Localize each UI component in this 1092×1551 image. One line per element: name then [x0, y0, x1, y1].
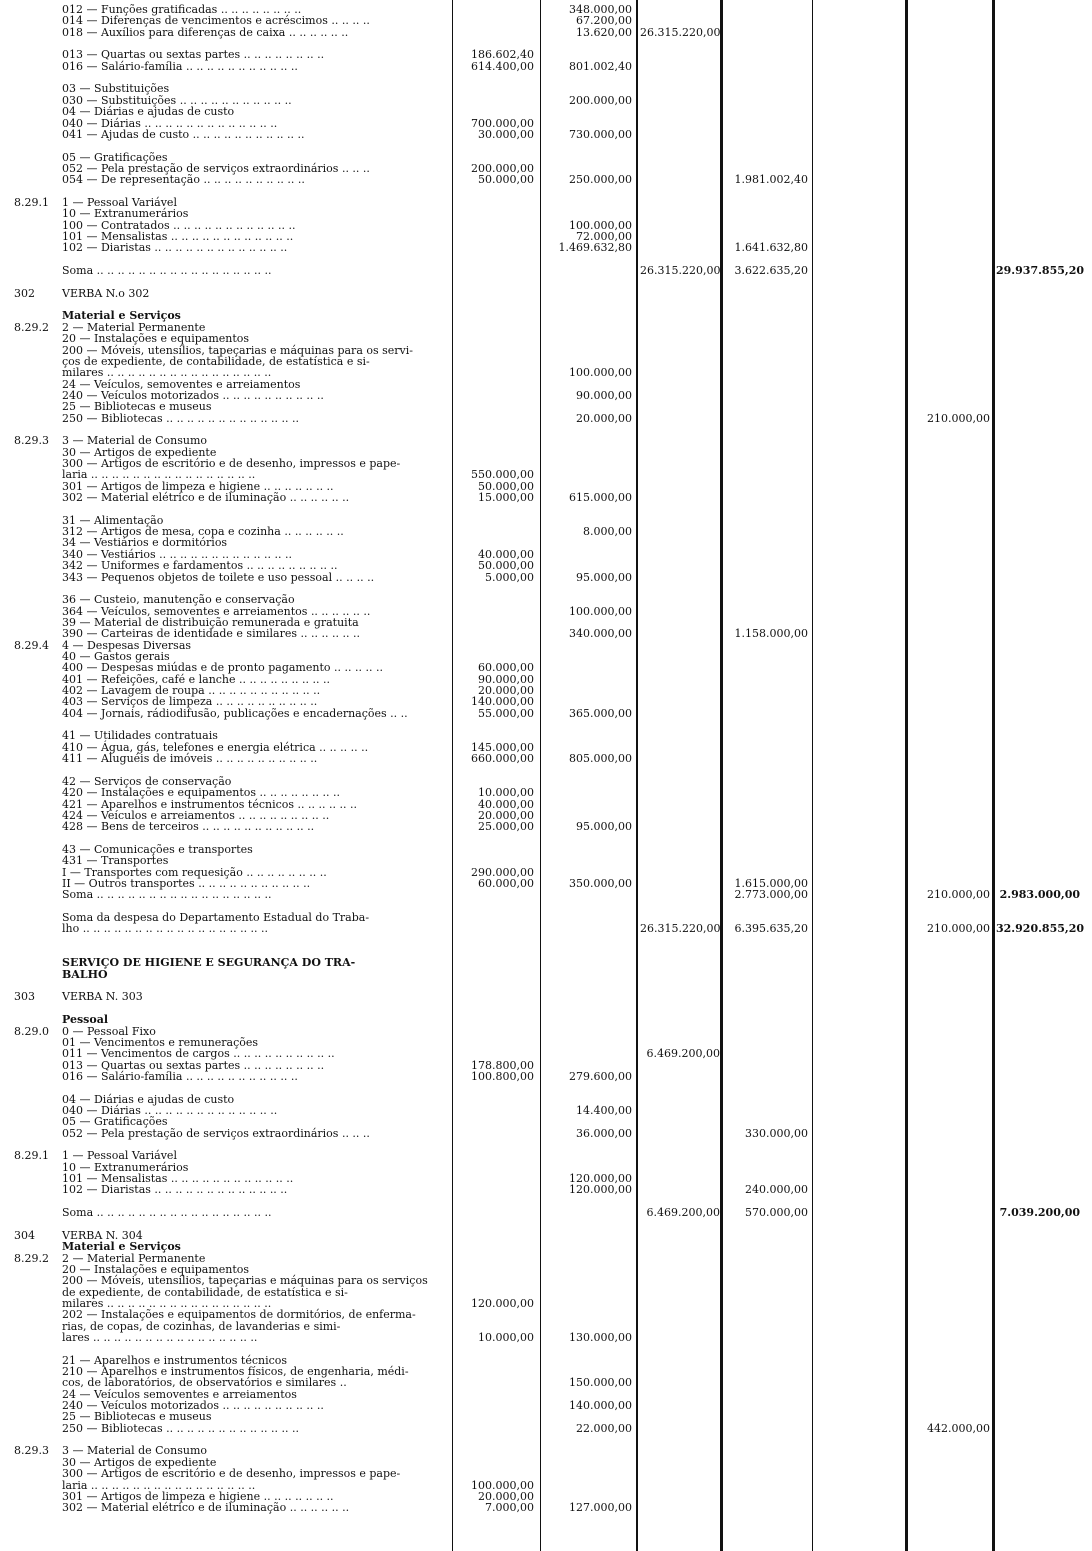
- row-description: VERBA N. 303: [62, 990, 143, 1004]
- row-description: 200 — Móveis, utensílios, tapeçarias e máquinas para os servi-: [62, 343, 414, 357]
- row-code: 8.29.2: [14, 320, 49, 334]
- row-description: lares .. .. .. .. .. .. .. .. .. .. .. .. .. .. .. ..: [62, 1330, 258, 1344]
- row-description: 052 — Pela prestação de serviços extraordinários .. .. ..: [62, 1126, 370, 1140]
- amount-c3: 26.315.220,00: [640, 25, 721, 39]
- amount-c1: 614.400,00: [471, 59, 534, 73]
- row-description: 1 — Pessoal Variável: [62, 195, 177, 209]
- row-description: 101 — Mensalistas .. .. .. .. .. .. .. .. .. .. .. ..: [62, 1172, 294, 1186]
- row-description: 431 — Transportes: [62, 854, 169, 868]
- amount-c2: 140.000,00: [569, 1399, 632, 1413]
- table-row: [0, 129, 1092, 141]
- amount-c1: 178.800,00: [471, 1058, 534, 1072]
- row-description: 24 — Veículos, semoventes e arreiamentos: [62, 377, 301, 391]
- table-row: [0, 572, 1092, 584]
- table-row: [0, 991, 1092, 1003]
- row-description: milares .. .. .. .. .. .. .. .. .. .. .. .. .. .. .. ..: [62, 1296, 272, 1310]
- row-description: 10 — Extranumerários: [62, 207, 189, 221]
- row-code: 302: [14, 286, 35, 300]
- table-row: [0, 889, 1092, 901]
- row-description: rias, de copas, de cozinhas, de lavanderias e simi-: [62, 1319, 341, 1333]
- row-description: 390 — Carteiras de identidade e similares .. .. .. .. .. ..: [62, 627, 360, 641]
- row-description: Soma .. .. .. .. .. .. .. .. .. .. .. .. .. .. .. .. ..: [62, 264, 272, 278]
- row-description: 102 — Diaristas .. .. .. .. .. .. .. .. .. .. .. .. ..: [62, 1183, 288, 1197]
- row-description: 2 — Material Permanente: [62, 1251, 206, 1265]
- amount-c2: 615.000,00: [569, 491, 632, 505]
- amount-c6: 442.000,00: [927, 1421, 990, 1435]
- row-description: II — Outros transportes .. .. .. .. .. .. .. .. .. .. ..: [62, 876, 311, 890]
- amount-c4: 2.773.000,00: [734, 888, 808, 902]
- row-description: 012 — Funções gratificadas .. .. .. .. .. .. .. ..: [62, 3, 302, 16]
- row-description: 102 — Diaristas .. .. .. .. .. .. .. .. .. .. .. .. ..: [62, 241, 288, 255]
- amount-c1: 15.000,00: [478, 491, 534, 505]
- table-row: [0, 980, 1092, 992]
- amount-c1: 60.000,00: [478, 876, 534, 890]
- amount-c2: 801.002,40: [569, 59, 632, 73]
- amount-c2: 730.000,00: [569, 127, 632, 141]
- table-row: [0, 1184, 1092, 1196]
- table-row: [0, 413, 1092, 425]
- amount-c2: 13.620,00: [576, 25, 632, 39]
- row-description: VERBA N. 304: [62, 1228, 143, 1242]
- amount-c2: 95.000,00: [576, 820, 632, 834]
- amount-c1: 55.000,00: [478, 706, 534, 720]
- row-description: 40 — Gastos gerais: [62, 649, 170, 663]
- row-description: 42 — Serviços de conservação: [62, 774, 232, 788]
- row-description: 210 — Aparelhos e instrumentos físicos, de engenharia, médi-: [62, 1365, 409, 1378]
- amount-c2: 1.469.632,80: [558, 241, 632, 255]
- amount-c4: 3.622.635,20: [734, 264, 808, 278]
- amount-c1: 40.000,00: [478, 547, 534, 561]
- amount-c1: 140.000,00: [471, 695, 534, 709]
- amount-c6: 210.000,00: [927, 888, 990, 902]
- amount-c3: 6.469.200,00: [646, 1206, 720, 1220]
- row-description: 011 — Vencimentos de cargos .. .. .. .. .. .. .. .. .. ..: [62, 1047, 335, 1061]
- row-code: 8.29.3: [14, 434, 49, 448]
- amount-c1: 20.000,00: [478, 684, 534, 697]
- table-row: [0, 708, 1092, 720]
- row-code: 304: [14, 1228, 35, 1242]
- row-description: 364 — Veículos, semoventes e arreiamentos .. .. .. .. .. ..: [62, 604, 371, 618]
- row-description: 300 — Artigos de escritório e de desenho, impressos e pape-: [62, 1467, 401, 1481]
- amount-c4: 1.615.000,00: [734, 876, 808, 890]
- row-description: 100 — Contratados .. .. .. .. .. .. .. .. .. .. .. ..: [62, 218, 296, 232]
- row-description: 1 — Pessoal Variável: [62, 1149, 177, 1163]
- row-description: 041 — Ajudas de custo .. .. .. .. .. .. .. .. .. .. ..: [62, 127, 305, 141]
- row-description: 301 — Artigos de limpeza e higiene .. .. .. .. .. .. ..: [62, 1489, 334, 1503]
- amount-c4: 1.641.632,80: [734, 241, 808, 255]
- amount-c2: 95.000,00: [576, 570, 632, 584]
- amount-c7: 7.039.200,00: [999, 1206, 1080, 1220]
- amount-c4: 1.158.000,00: [734, 627, 808, 641]
- row-description: 403 — Serviços de limpeza .. .. .. .. .. .. .. .. .. ..: [62, 695, 318, 709]
- row-description: 410 — Água, gás, telefones e energia elétrica .. .. .. .. ..: [62, 740, 369, 754]
- amount-c1: 5.000,00: [485, 570, 534, 584]
- row-description: 016 — Salário-família .. .. .. .. .. .. .. .. .. .. ..: [62, 1069, 298, 1083]
- row-description: Soma .. .. .. .. .. .. .. .. .. .. .. .. .. .. .. .. ..: [62, 1206, 272, 1220]
- row-description: ços de expediente, de contabilidade, de estatística e si-: [62, 354, 370, 368]
- amount-c3: 26.315.220,00: [640, 264, 721, 278]
- row-description: 054 — De representação .. .. .. .. .. .. .. .. .. ..: [62, 173, 305, 187]
- row-description: Pessoal: [62, 1013, 109, 1027]
- row-code: 303: [14, 990, 35, 1004]
- table-row: [0, 242, 1092, 254]
- row-description: 052 — Pela prestação de serviços extraordinários .. .. ..: [62, 161, 370, 175]
- row-code: 8.29.1: [14, 1149, 49, 1163]
- amount-c2: 36.000,00: [576, 1126, 632, 1140]
- row-description: 43 — Comunicações e transportes: [62, 842, 253, 856]
- row-description: BALHO: [62, 967, 108, 981]
- row-description: 30 — Artigos de expediente: [62, 445, 217, 459]
- amount-c2: 20.000,00: [576, 411, 632, 425]
- table-row: [0, 1014, 1092, 1026]
- row-description: 302 — Material elétrico e de iluminação .. .. .. .. .. ..: [62, 1501, 350, 1515]
- row-description: 240 — Veículos motorizados .. .. .. .. .. .. .. .. .. ..: [62, 388, 324, 402]
- amount-c2: 120.000,00: [569, 1183, 632, 1197]
- row-description: 05 — Gratificações: [62, 150, 168, 164]
- row-description: VERBA N.o 302: [62, 286, 150, 300]
- amount-c2: 340.000,00: [569, 627, 632, 641]
- amount-c1: 550.000,00: [471, 468, 534, 482]
- row-description: 401 — Refeições, café e lanche .. .. .. .. .. .. .. .. ..: [62, 672, 330, 686]
- row-description: 24 — Veículos semoventes e arreiamentos: [62, 1387, 297, 1401]
- row-description: 400 — Despesas miúdas e de pronto pagamento .. .. .. .. ..: [62, 661, 383, 675]
- row-description: 20 — Instalações e equipamentos: [62, 332, 250, 346]
- amount-c2: 8.000,00: [583, 525, 632, 539]
- table-row: [0, 1332, 1092, 1344]
- row-description: 3 — Material de Consumo: [62, 1444, 208, 1458]
- row-description: 20 — Instalações e equipamentos: [62, 1262, 250, 1276]
- row-description: Material e Serviços: [62, 309, 181, 323]
- row-description: 018 — Auxílios para diferenças de caixa .. .. .. .. .. ..: [62, 25, 349, 39]
- amount-c2: 365.000,00: [569, 706, 632, 720]
- row-description: 25 — Bibliotecas e museus: [62, 400, 212, 414]
- row-description: 250 — Bibliotecas .. .. .. .. .. .. .. .. .. .. .. .. ..: [62, 411, 299, 425]
- amount-c4: 330.000,00: [745, 1126, 808, 1140]
- amount-c1: 145.000,00: [471, 740, 534, 754]
- amount-c3: 6.469.200,00: [646, 1047, 720, 1061]
- row-description: 04 — Diárias e ajudas de custo: [62, 1092, 235, 1106]
- row-description: 36 — Custeio, manutenção e conservação: [62, 593, 295, 607]
- row-description: 39 — Material de distribuição remunerada e gratuita: [62, 615, 359, 629]
- row-description: cos, de laboratórios, de observatórios e similares ..: [62, 1376, 347, 1390]
- amount-c1: 290.000,00: [471, 865, 534, 879]
- row-description: 421 — Aparelhos e instrumentos técnicos .. .. .. .. .. ..: [62, 797, 357, 811]
- row-description: 016 — Salário-família .. .. .. .. .. .. .. .. .. .. ..: [62, 59, 298, 73]
- amount-c4: 240.000,00: [745, 1183, 808, 1197]
- row-description: laria .. .. .. .. .. .. .. .. .. .. .. .. .. .. .. ..: [62, 468, 256, 482]
- row-description: 21 — Aparelhos e instrumentos técnicos: [62, 1353, 288, 1367]
- amount-c7: 2.983.000,00: [999, 888, 1080, 902]
- amount-c2: 127.000,00: [569, 1501, 632, 1515]
- row-description: 424 — Veículos e arreiamentos .. .. .. .. .. .. .. .. ..: [62, 808, 330, 822]
- row-description: milares .. .. .. .. .. .. .. .. .. .. .. .. .. .. .. ..: [62, 366, 272, 380]
- row-description: lho .. .. .. .. .. .. .. .. .. .. .. .. .. .. .. .. .. ..: [62, 922, 269, 936]
- table-row: [0, 1423, 1092, 1435]
- row-description: 4 — Despesas Diversas: [62, 638, 192, 652]
- row-description: Soma da despesa do Departamento Estadual do Traba-: [62, 911, 370, 924]
- amount-c1: 10.000,00: [478, 1330, 534, 1344]
- amount-c2: 200.000,00: [569, 93, 632, 107]
- row-description: 41 — Utilidades contratuais: [62, 729, 218, 743]
- row-description: 040 — Diárias .. .. .. .. .. .. .. .. .. .. .. .. ..: [62, 1103, 278, 1117]
- amount-c1: 7.000,00: [485, 1501, 534, 1515]
- amount-c2: 150.000,00: [569, 1376, 632, 1390]
- table-row: [0, 61, 1092, 73]
- amount-c2: 100.000,00: [569, 366, 632, 380]
- amount-c2: 100.000,00: [569, 604, 632, 618]
- row-code: 8.29.4: [14, 638, 49, 652]
- row-description: laria .. .. .. .. .. .. .. .. .. .. .. .. .. .. .. ..: [62, 1478, 256, 1492]
- row-description: 040 — Diárias .. .. .. .. .. .. .. .. .. .. .. .. ..: [62, 116, 278, 130]
- amount-c4: 6.395.635,20: [734, 922, 808, 936]
- table-row: [0, 276, 1092, 288]
- row-code: 8.29.0: [14, 1024, 49, 1038]
- row-description: 312 — Artigos de mesa, copa e cozinha .. .. .. .. .. ..: [62, 525, 344, 539]
- row-description: 250 — Bibliotecas .. .. .. .. .. .. .. .. .. .. .. .. ..: [62, 1421, 299, 1435]
- row-description: 202 — Instalações e equipamentos de dormitórios, de enferma-: [62, 1308, 416, 1322]
- amount-c6: 210.000,00: [927, 922, 990, 936]
- amount-c6: 210.000,00: [927, 411, 990, 425]
- amount-c1: 20.000,00: [478, 808, 534, 822]
- table-row: [0, 1502, 1092, 1514]
- amount-c1: 700.000,00: [471, 116, 534, 130]
- row-description: 301 — Artigos de limpeza e higiene .. .. .. .. .. .. ..: [62, 479, 334, 493]
- row-description: 240 — Veículos motorizados .. .. .. .. .. .. .. .. .. ..: [62, 1399, 324, 1413]
- row-description: 030 — Substituições .. .. .. .. .. .. .. .. .. .. ..: [62, 93, 292, 107]
- amount-c1: 40.000,00: [478, 797, 534, 811]
- amount-c2: 120.000,00: [569, 1172, 632, 1186]
- amount-c2: 100.000,00: [569, 218, 632, 232]
- row-description: 2 — Material Permanente: [62, 320, 206, 334]
- amount-c1: 660.000,00: [471, 752, 534, 766]
- row-description: 34 — Vestiários e dormitórios: [62, 536, 228, 550]
- amount-c1: 200.000,00: [471, 161, 534, 175]
- amount-c2: 14.400,00: [576, 1103, 632, 1117]
- row-description: 31 — Alimentação: [62, 513, 164, 527]
- row-description: de expediente, de contabilidade, de estatística e si-: [62, 1285, 348, 1299]
- row-description: 411 — Aluguéis de imóveis .. .. .. .. .. .. .. .. .. ..: [62, 752, 318, 766]
- row-description: 342 — Uniformes e fardamentos .. .. .. .. .. .. .. .. ..: [62, 559, 338, 573]
- amount-c7: 32.920.855,20: [996, 922, 1085, 936]
- amount-c4: 570.000,00: [745, 1206, 808, 1220]
- row-description: 3 — Material de Consumo: [62, 434, 208, 448]
- amount-c1: 186.602,40: [471, 48, 534, 62]
- table-row: [0, 492, 1092, 504]
- table-row: [0, 923, 1092, 935]
- table-row: [0, 957, 1092, 969]
- amount-c1: 50.000,00: [478, 559, 534, 573]
- row-code: 8.29.2: [14, 1251, 49, 1265]
- row-description: Soma .. .. .. .. .. .. .. .. .. .. .. .. .. .. .. .. ..: [62, 888, 272, 902]
- row-description: 420 — Instalações e equipamentos .. .. .. .. .. .. .. ..: [62, 786, 340, 800]
- amount-c1: 90.000,00: [478, 672, 534, 686]
- row-code: 8.29.3: [14, 1444, 49, 1458]
- amount-c1: 60.000,00: [478, 661, 534, 675]
- amount-c2: 805.000,00: [569, 752, 632, 766]
- amount-c2: 90.000,00: [576, 388, 632, 402]
- row-description: 01 — Vencimentos e remunerações: [62, 1035, 259, 1049]
- amount-c1: 100.800,00: [471, 1069, 534, 1083]
- row-description: I — Transportes com requesição .. .. .. .. .. .. .. ..: [62, 865, 327, 879]
- amount-c2: 72.000,00: [576, 230, 632, 243]
- row-description: Material e Serviços: [62, 1240, 181, 1254]
- amount-c2: 350.000,00: [569, 876, 632, 890]
- row-description: 013 — Quartas ou sextas partes .. .. .. .. .. .. .. ..: [62, 1058, 325, 1072]
- row-description: 404 — Jornais, rádiodifusão, publicações e encadernações .. ..: [62, 706, 408, 720]
- amount-c1: 30.000,00: [478, 127, 534, 141]
- row-description: 03 — Substituições: [62, 82, 170, 96]
- amount-c1: 10.000,00: [478, 786, 534, 800]
- amount-c1: 50.000,00: [478, 173, 534, 187]
- row-description: 200 — Móveis, utensílios, tapeçarias e máquinas para os serviços: [62, 1274, 428, 1288]
- row-description: 05 — Gratificações: [62, 1115, 168, 1129]
- row-description: 402 — Lavagem de roupa .. .. .. .. .. .. .. .. .. .. ..: [62, 684, 321, 697]
- row-description: 300 — Artigos de escritório e de desenho, impressos e pape-: [62, 457, 401, 470]
- row-description: 04 — Diárias e ajudas de custo: [62, 105, 235, 119]
- row-description: 302 — Material elétrico e de iluminação .. .. .. .. .. ..: [62, 491, 350, 505]
- row-description: 428 — Bens de terceiros .. .. .. .. .. .. .. .. .. .. ..: [62, 820, 315, 834]
- table-row: [0, 265, 1092, 277]
- table-row: [0, 1003, 1092, 1015]
- amount-c1: 120.000,00: [471, 1296, 534, 1310]
- amount-c1: 50.000,00: [478, 479, 534, 493]
- row-description: 25 — Bibliotecas e museus: [62, 1410, 212, 1424]
- table-row: [0, 27, 1092, 39]
- amount-c7: 29.937.855,20: [996, 264, 1085, 278]
- amount-c4: 1.981.002,40: [734, 173, 808, 187]
- table-row: [0, 174, 1092, 186]
- amount-c2: 250.000,00: [569, 173, 632, 187]
- table-row: [0, 288, 1092, 300]
- table-row: [0, 1128, 1092, 1140]
- amount-c1: 100.000,00: [471, 1478, 534, 1492]
- row-description: 101 — Mensalistas .. .. .. .. .. .. .. .. .. .. .. ..: [62, 230, 294, 243]
- table-row: [0, 753, 1092, 765]
- row-description: 10 — Extranumerários: [62, 1160, 189, 1174]
- row-description: 013 — Quartas ou sextas partes .. .. .. .. .. .. .. ..: [62, 48, 325, 62]
- amount-c1: 25.000,00: [478, 820, 534, 834]
- amount-c2: 130.000,00: [569, 1330, 632, 1344]
- row-code: 8.29.1: [14, 195, 49, 209]
- table-row: [0, 1071, 1092, 1083]
- amount-c1: 20.000,00: [478, 1489, 534, 1503]
- table-row: [0, 503, 1092, 515]
- amount-c2: 348.000,00: [569, 3, 632, 16]
- amount-c2: 279.600,00: [569, 1069, 632, 1083]
- table-row: [0, 1207, 1092, 1219]
- row-description: 0 — Pessoal Fixo: [62, 1024, 156, 1038]
- table-row: [0, 821, 1092, 833]
- row-description: 014 — Diferenças de vencimentos e acréscimos .. .. .. ..: [62, 14, 370, 28]
- row-description: 343 — Pequenos objetos de toilete e uso pessoal .. .. .. ..: [62, 570, 375, 584]
- table-row: [0, 935, 1092, 947]
- table-row: [0, 969, 1092, 981]
- table-row: [0, 1218, 1092, 1230]
- row-description: 30 — Artigos de expediente: [62, 1455, 217, 1469]
- amount-c2: 22.000,00: [576, 1421, 632, 1435]
- row-description: SERVIÇO DE HIGIENE E SEGURANÇA DO TRA-: [62, 956, 356, 970]
- row-description: 340 — Vestiários .. .. .. .. .. .. .. .. .. .. .. .. ..: [62, 547, 292, 561]
- amount-c3: 26.315.220,00: [640, 922, 721, 936]
- amount-c2: 67.200,00: [576, 14, 632, 28]
